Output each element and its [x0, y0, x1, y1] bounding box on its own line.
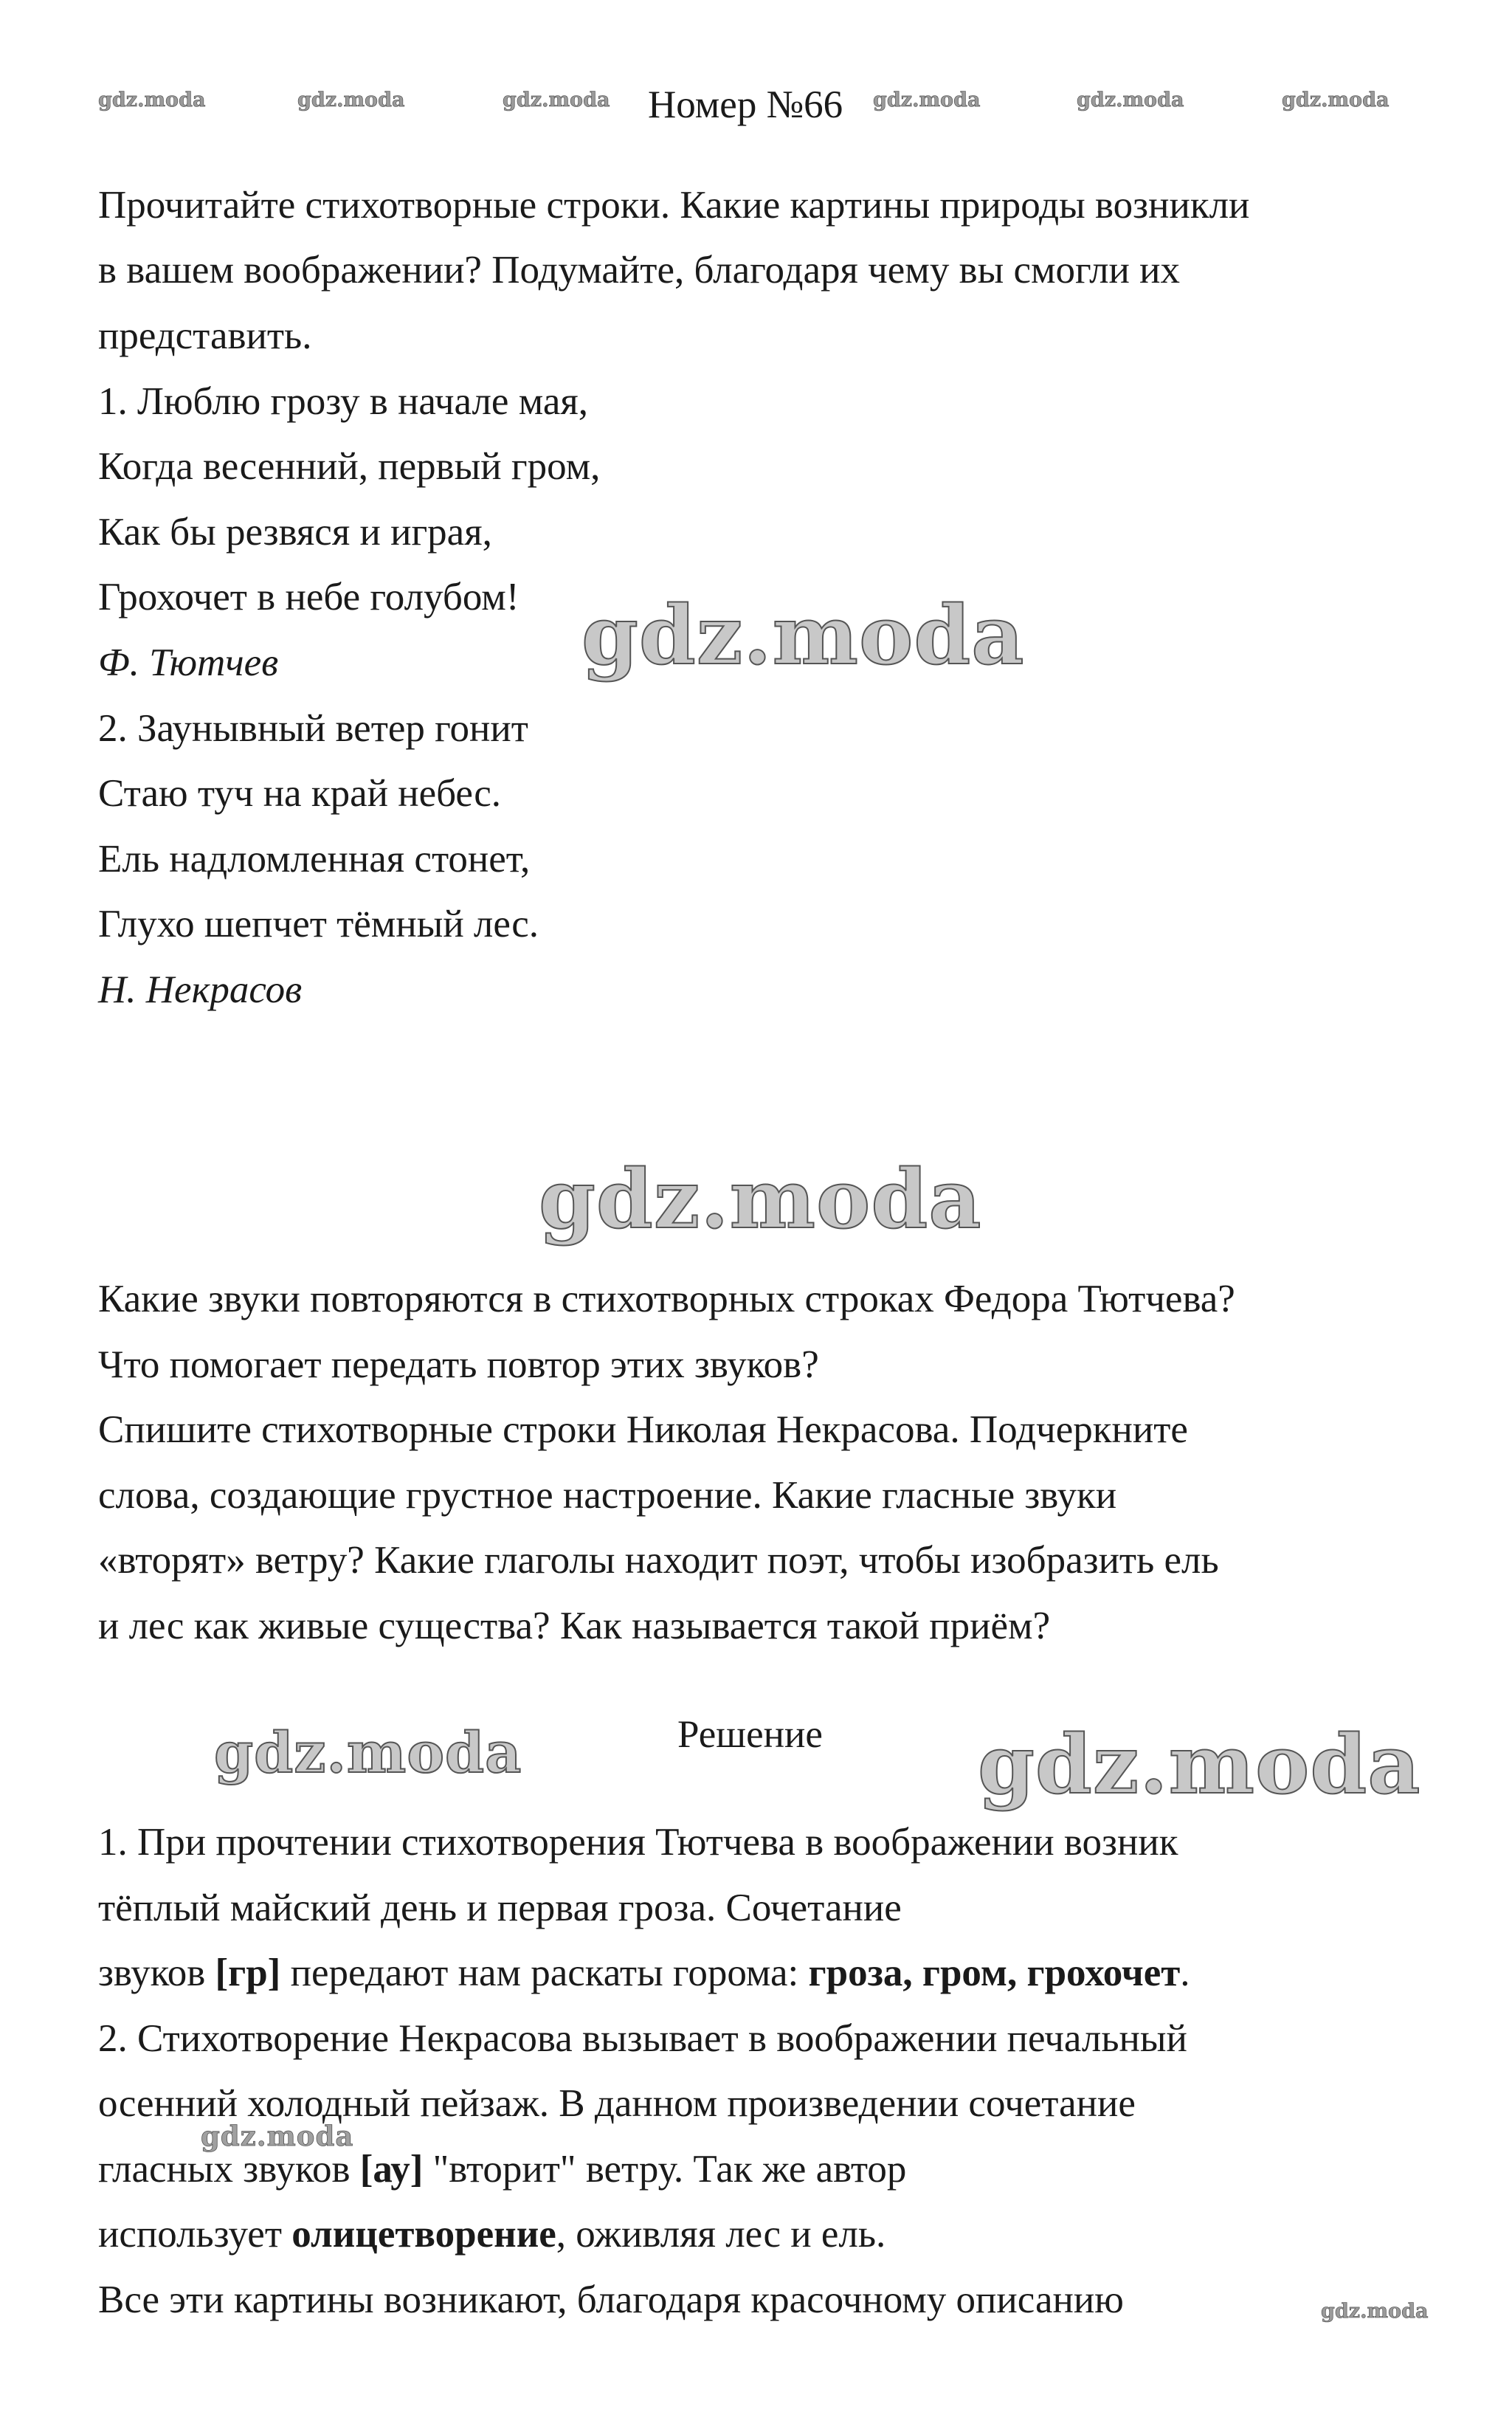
- solution-line: тёплый майский день и первая гроза. Сочетание: [98, 1887, 902, 1929]
- watermark: gdz.moda: [297, 89, 405, 111]
- poem-line: Грохочет в небе голубом!: [98, 576, 519, 619]
- watermark: gdz.moda: [539, 1151, 982, 1247]
- bold-text: [ау]: [359, 2148, 424, 2191]
- bold-text: [гр]: [215, 1951, 281, 1994]
- text-run: звуков: [98, 1951, 215, 1994]
- question-line: и лес как живые существа? Как называется такой приём?: [98, 1605, 1051, 1647]
- poem-author: Н. Некрасов: [98, 968, 303, 1011]
- solution-line: [98, 1951, 1190, 1995]
- watermark: gdz.moda: [98, 89, 206, 111]
- intro-line: Прочитайте стихотворные строки. Какие картины природы возникли: [98, 184, 1250, 227]
- solution-line: 1. При прочтении стихотворения Тютчева в воображении возник: [98, 1821, 1178, 1864]
- solution-line: 2. Стихотворение Некрасова вызывает в воображении печальный: [98, 2017, 1187, 2060]
- watermark: gdz.moda: [214, 1720, 522, 1785]
- poem-line: 2. Заунывный ветер гонит: [98, 707, 528, 750]
- solution-line: Все эти картины возникают, благодаря красочному описанию: [98, 2278, 1124, 2321]
- intro-line: представить.: [98, 314, 312, 357]
- text-run: , оживляя лес и ель.: [556, 2213, 886, 2256]
- watermark: gdz.moda: [1282, 89, 1390, 111]
- text-run: "вторит" ветру. Так же автор: [423, 2148, 907, 2191]
- page-title: Номер №66: [648, 83, 843, 126]
- watermark: gdz.moda: [873, 89, 981, 111]
- intro-line: в вашем воображении? Подумайте, благодаря чему вы смогли их: [98, 249, 1180, 292]
- solution-title: Решение: [677, 1713, 823, 1756]
- poem-line: Ель надломленная стонет,: [98, 838, 531, 881]
- text-run: использует: [98, 2213, 292, 2256]
- poem-line: 1. Люблю грозу в начале мая,: [98, 380, 589, 423]
- solution-line: [98, 2147, 906, 2191]
- text-run: .: [1180, 1951, 1190, 1994]
- watermark: gdz.moda: [1321, 2300, 1429, 2323]
- text-run: передают нам раскаты горома:: [280, 1951, 809, 1994]
- question-line: слова, создающие грустное настроение. Какие гласные звуки: [98, 1474, 1117, 1517]
- solution-line: [98, 2212, 886, 2256]
- watermark: gdz.moda: [1077, 89, 1184, 111]
- solution-line: осенний холодный пейзаж. В данном произведении сочетание: [98, 2082, 1136, 2125]
- poem-line: Как бы резвяся и играя,: [98, 511, 492, 554]
- bold-text: гроза, гром, грохочет: [808, 1951, 1181, 1994]
- poem-author: Ф. Тютчев: [98, 641, 279, 684]
- watermark: gdz.moda: [978, 1717, 1421, 1812]
- question-line: «вторят» ветру? Какие глаголы находит поэт, чтобы изобразить ель: [98, 1539, 1219, 1582]
- poem-line: Когда весенний, первый гром,: [98, 445, 601, 488]
- watermark: gdz.moda: [581, 588, 1025, 683]
- question-line: Что помогает передать повтор этих звуков?: [98, 1343, 819, 1386]
- watermark: gdz.moda: [503, 89, 610, 111]
- poem-line: Глухо шепчет тёмный лес.: [98, 903, 539, 945]
- poem-line: Стаю туч на край небес.: [98, 772, 501, 815]
- bold-text: олицетворение: [291, 2213, 556, 2256]
- question-line: Какие звуки повторяются в стихотворных строках Федора Тютчева?: [98, 1278, 1235, 1320]
- question-line: Спишите стихотворные строки Николая Некрасова. Подчеркните: [98, 1408, 1188, 1451]
- text-run: гласных звуков: [98, 2148, 360, 2191]
- watermark: gdz.moda: [201, 2120, 354, 2152]
